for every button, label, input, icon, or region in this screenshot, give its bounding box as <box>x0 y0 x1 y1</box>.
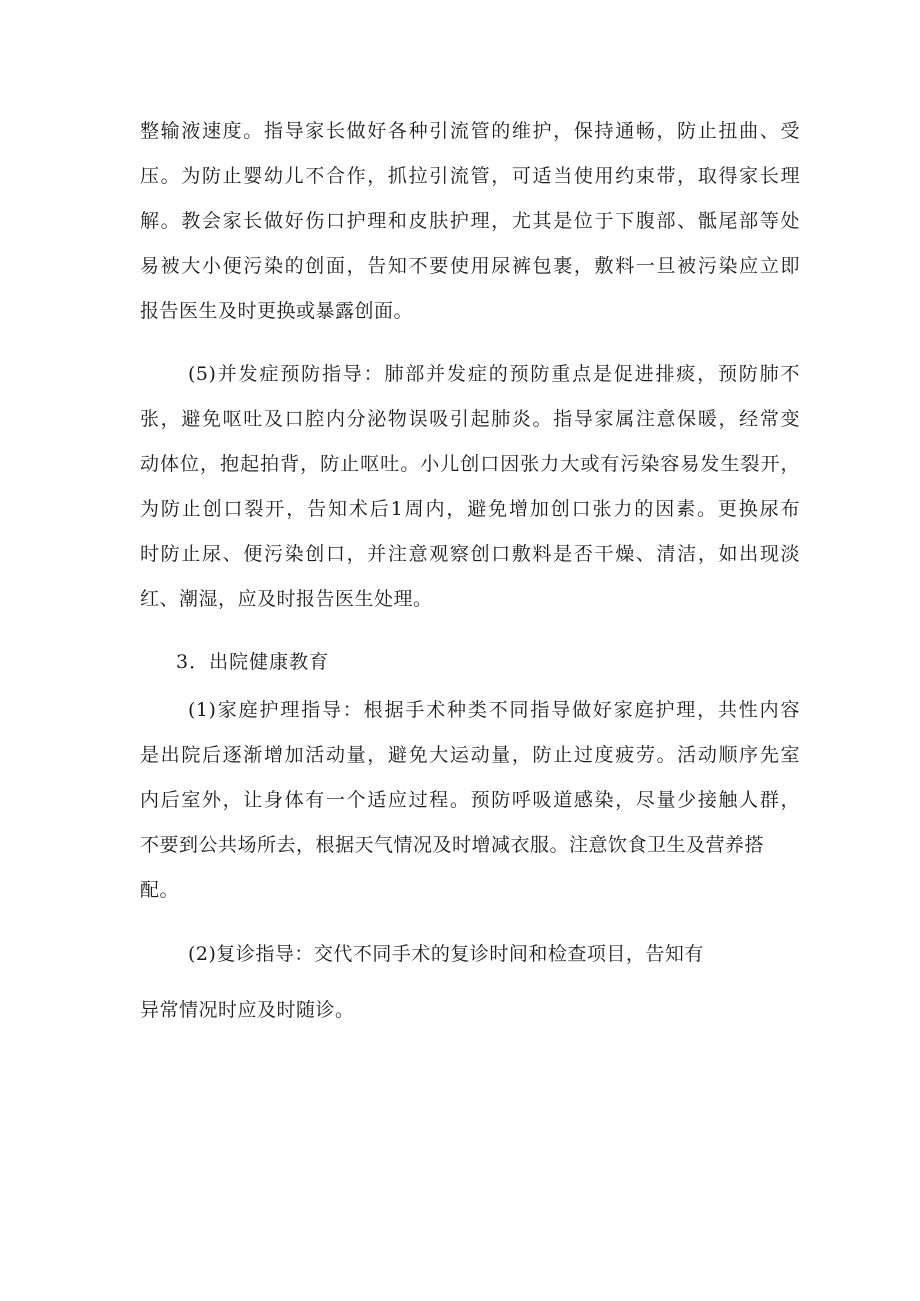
paragraph-2-line-1: (2)复诊指导：交代不同手术的复诊时间和检查项目，告知有 <box>188 943 704 965</box>
paragraph-5-line-6: 红、潮湿，应及时报告医生处理。 <box>140 588 433 610</box>
paragraph-5-line-2: 张，避免呕吐及口腔内分泌物误吸引起肺炎。指导家属注意保暖，经常变 <box>140 408 800 430</box>
paragraph-1-line-2: 是出院后逐渐增加活动量，避免大运动量，防止过度疲劳。活动顺序先室 <box>140 744 800 766</box>
paragraph-5-line-5: 时防止尿、便污染创口，并注意观察创口敷料是否干燥、清洁，如出现淡 <box>140 543 800 565</box>
paragraph-a-line-1: 整输液速度。指导家长做好各种引流管的维护，保持通畅，防止扭曲、受 <box>140 120 800 142</box>
paragraph-1-line-4: 不要到公共场所去，根据天气情况及时增减衣服。注意饮食卫生及营养搭 <box>140 834 765 856</box>
section-heading: 3．出院健康教育 <box>176 651 330 673</box>
paragraph-1-line-3: 内后室外，让身体有一个适应过程。预防呼吸道感染，尽量少接触人群， <box>140 789 800 811</box>
paragraph-1-line-1: (1)家庭护理指导：根据手术种类不同指导做好家庭护理，共性内容 <box>188 699 800 721</box>
paragraph-5-line-4: 为防止创口裂开，告知术后1周内，避免增加创口张力的因素。更换尿布 <box>140 498 800 520</box>
paragraph-a-line-2: 压。为防止婴幼儿不合作，抓拉引流管，可适当使用约束带，取得家长理 <box>140 165 800 187</box>
paragraph-a-line-3: 解。教会家长做好伤口护理和皮肤护理，尤其是位于下腹部、骶尾部等处 <box>140 210 800 232</box>
paragraph-5-line-1: (5)并发症预防指导：肺部并发症的预防重点是促进排痰，预防肺不 <box>188 363 800 385</box>
paragraph-a-line-4: 易被大小便污染的创面，告知不要使用尿裤包裹，敷料一旦被污染应立即 <box>140 255 800 277</box>
paragraph-5-line-3: 动体位，抱起拍背，防止呕吐。小儿创口因张力大或有污染容易发生裂开， <box>140 453 800 475</box>
paragraph-a-line-5: 报告医生及时更换或暴露创面。 <box>140 300 414 322</box>
paragraph-1-line-5: 配。 <box>140 879 180 901</box>
paragraph-2-line-2: 异常情况时应及时随诊。 <box>140 999 355 1021</box>
